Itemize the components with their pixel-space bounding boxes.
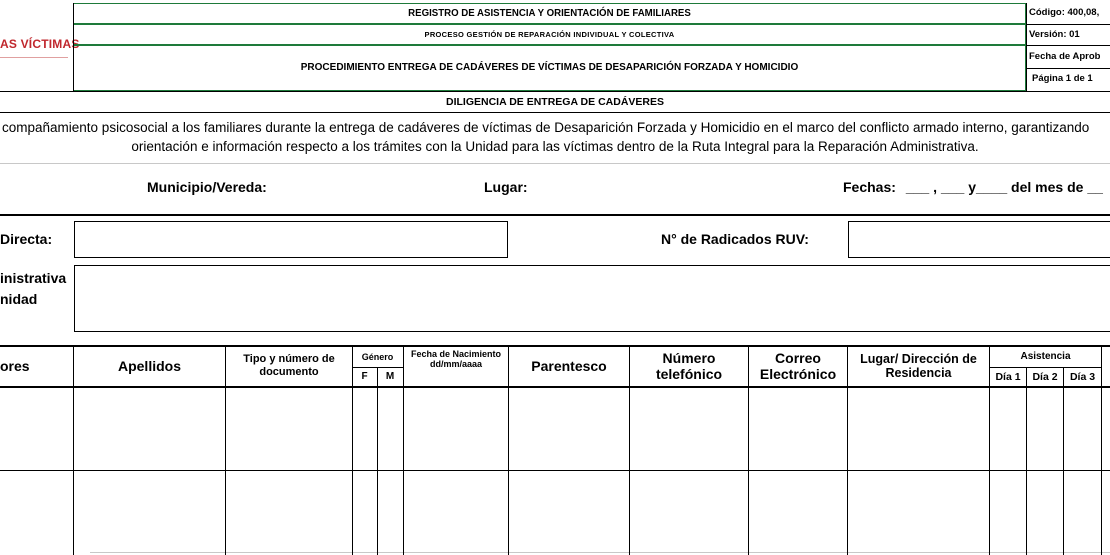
fecha-nacimiento-label: Fecha de Nacimiento	[410, 348, 502, 359]
main-title: REGISTRO DE ASISTENCIA Y ORIENTACIÓN DE FAMILIARES	[408, 7, 691, 19]
col-header-tipo-documento: Tipo y número de documento	[243, 353, 335, 378]
col-header-dia-2: Día 2	[1032, 370, 1058, 383]
fecha-mes: del mes de	[1011, 179, 1084, 195]
fecha-blank-4[interactable]: __	[1087, 179, 1103, 195]
directa-input[interactable]	[74, 221, 508, 258]
fechas-label	[843, 179, 1103, 195]
version-label: Versión: 01	[1029, 29, 1080, 40]
logo-underline	[0, 57, 68, 58]
col-header-parentesco: Parentesco	[531, 357, 607, 374]
col-header-lugar: Lugar/ Dirección de Residencia	[860, 351, 977, 380]
col-header-dia-1: Día 1	[995, 370, 1021, 383]
fecha-blank-2[interactable]: ___	[940, 179, 965, 195]
fechas-text: Fechas:	[843, 179, 896, 195]
directa-label: Directa:	[0, 231, 53, 247]
col-header-genero-f: F	[361, 371, 368, 383]
lugar-label: Lugar:	[484, 179, 528, 195]
description-line-1: compañamiento psicosocial a los familiares durante la entrega de cadáveres de víctimas de Desaparición Forzada y Homicidio en el marco del conflicto armado interno, garantizando	[2, 120, 1090, 135]
administrativa-label-line-2: nidad	[0, 291, 38, 307]
col-header-genero-m: M	[385, 371, 395, 383]
section-title: DILIGENCIA DE ENTREGA DE CADÁVERES	[446, 96, 664, 108]
fecha-blank-1[interactable]: ___	[905, 179, 930, 195]
administrativa-input[interactable]	[74, 265, 1110, 332]
table-row[interactable]	[0, 388, 1101, 470]
fecha-format-label: dd/mm/aaaa	[429, 359, 483, 369]
fecha-comma: ,	[933, 179, 938, 195]
radicados-input[interactable]	[848, 221, 1110, 258]
fecha-y: y	[968, 179, 976, 195]
procedure-title: PROCEDIMIENTO ENTREGA DE CADÁVERES DE VÍCTIMAS DE DESAPARICIÓN FORZADA Y HOMICIDIO	[300, 62, 799, 73]
col-header-apellidos: Apellidos	[117, 357, 181, 374]
radicados-label: N° de Radicados RUV:	[661, 231, 809, 247]
approval-date-label: Fecha de Aprob	[1029, 51, 1101, 62]
col-header-telefono: Número telefónico	[655, 349, 723, 382]
col-header-asistencia: Asistencia	[1020, 351, 1071, 363]
logo-text: AS VÍCTIMAS	[0, 37, 80, 51]
description-line-2: orientación e información respecto a los trámites con la Unidad para las víctimas dentro de la Ruta Integral para la Reparación Administrativa.	[131, 139, 979, 154]
administrativa-label-line-1: inistrativa	[0, 270, 67, 286]
municipio-label: Municipio/Vereda:	[147, 179, 267, 195]
fecha-blank-3[interactable]: ____	[976, 179, 1008, 195]
col-header-genero: Género	[361, 351, 394, 362]
col-header-correo: Correo Electrónico	[759, 349, 837, 382]
table-row[interactable]	[0, 471, 1101, 553]
process-title: PROCESO GESTIÓN DE REPARACIÓN INDIVIDUAL Y COLECTIVA	[424, 30, 675, 39]
col-header-fecha-nacimiento	[404, 348, 508, 370]
col-header-nombres: ores	[0, 357, 30, 374]
page-label: Página 1 de 1	[1032, 73, 1093, 84]
code-label: Código: 400,08,	[1029, 7, 1100, 18]
col-header-dia-3: Día 3	[1069, 370, 1096, 383]
